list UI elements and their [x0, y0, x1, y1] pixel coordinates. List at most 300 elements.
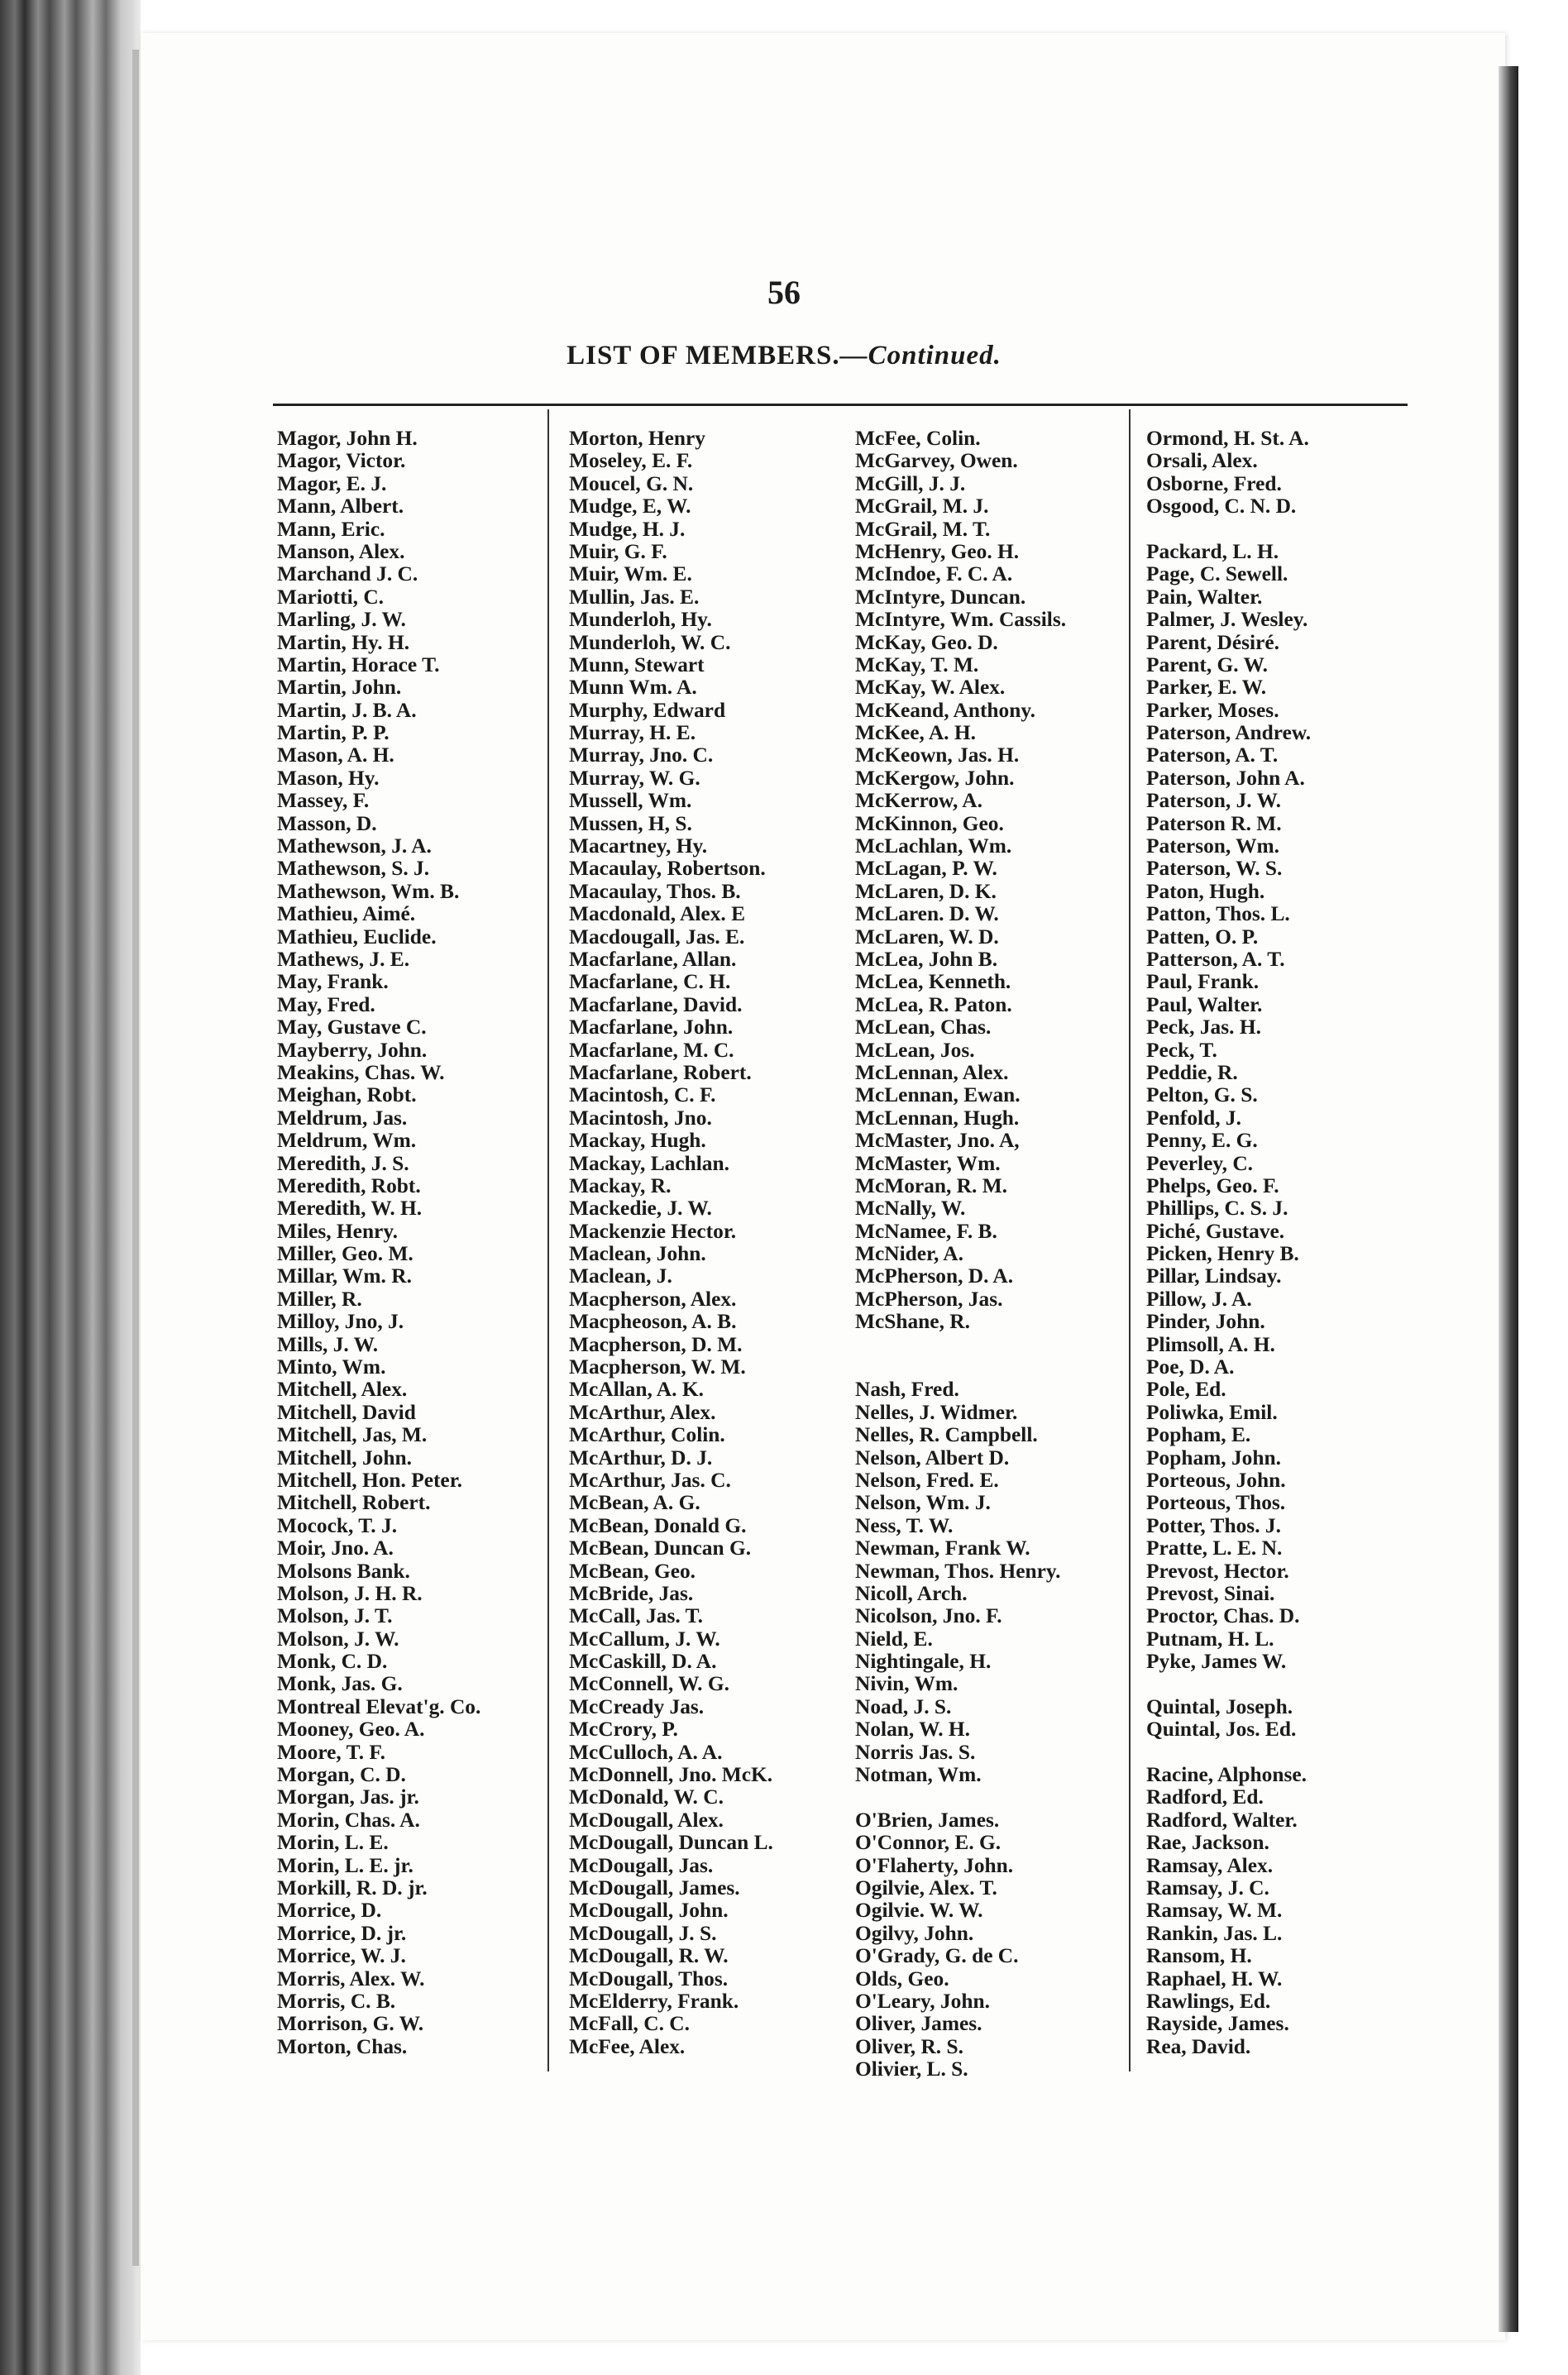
- member-entry: Magor, Victor.: [277, 449, 406, 473]
- member-entry: McKee, A. H.: [855, 721, 976, 745]
- member-entry: McIntyre, Wm. Cassils.: [855, 608, 1067, 632]
- member-entry: Prevost, Sinai.: [1146, 1581, 1275, 1605]
- member-entry: Millar, Wm. R.: [277, 1264, 412, 1288]
- member-entry: Pillar, Lindsay.: [1146, 1264, 1282, 1288]
- member-entry: McLean, Chas.: [855, 1015, 992, 1039]
- member-entry: Mathieu, Euclide.: [277, 925, 437, 949]
- member-entry: Notman, Wm.: [855, 1763, 982, 1787]
- member-entry: Parent, Désiré.: [1146, 630, 1279, 654]
- member-entry: Rayside, James.: [1146, 2012, 1289, 2036]
- member-entry: McDougall, Jas.: [569, 1853, 714, 1877]
- member-entry: McLean, Jos.: [855, 1038, 975, 1062]
- member-entry: Macdonald, Alex. E: [569, 902, 746, 926]
- member-entry: Masson, D.: [277, 811, 377, 835]
- member-entry: McKeown, Jas. H.: [855, 743, 1020, 767]
- member-entry: Martin, P. P.: [277, 721, 390, 745]
- member-entry: Macartney, Hy.: [569, 834, 708, 858]
- member-entry: O'Brien, James.: [855, 1808, 1000, 1832]
- member-entry: Popham, E.: [1146, 1423, 1251, 1447]
- member-entry: McLaren, W. D.: [855, 925, 999, 949]
- member-entry: Page, C. Sewell.: [1146, 562, 1288, 586]
- member-entry: Mullin, Jas. E.: [569, 585, 700, 609]
- member-entry: Porteous, Thos.: [1146, 1491, 1286, 1515]
- page-heading: [0, 341, 1568, 371]
- member-entry: Prevost, Hector.: [1146, 1559, 1289, 1583]
- member-entry: Poe, D. A.: [1146, 1355, 1235, 1379]
- heading-continued: —Continued.: [839, 341, 1002, 370]
- member-entry: Phillips, C. S. J.: [1146, 1197, 1288, 1221]
- member-entry: McCaskill, D. A.: [569, 1650, 717, 1674]
- member-entry: Mooney, Geo. A.: [277, 1718, 425, 1742]
- member-entry: O'Flaherty, John.: [855, 1853, 1014, 1877]
- member-entry: Proctor, Chas. D.: [1146, 1604, 1300, 1628]
- member-entry: Nivin, Wm.: [855, 1672, 958, 1696]
- member-entry: Macfarlane, Allan.: [569, 947, 737, 971]
- member-entry: Patterson, A. T.: [1146, 947, 1285, 971]
- member-entry: Maclean, John.: [569, 1242, 706, 1266]
- member-entry: Piché, Gustave.: [1146, 1219, 1285, 1243]
- member-entry: McBean, Donald G.: [569, 1513, 747, 1537]
- member-entry: Mathewson, Wm. B.: [277, 879, 460, 903]
- member-entry: McArthur, Colin.: [569, 1423, 725, 1447]
- member-entry: Potter, Thos. J.: [1146, 1513, 1281, 1537]
- member-entry: Macpherson, W. M.: [569, 1355, 746, 1379]
- member-entry: Mitchell, Alex.: [277, 1378, 408, 1402]
- member-entry: McArthur, Alex.: [569, 1400, 716, 1424]
- member-entry: Ness, T. W.: [855, 1513, 954, 1537]
- member-entry: Nelson, Wm. J.: [855, 1491, 991, 1515]
- member-entry: Morton, Henry: [569, 428, 706, 450]
- member-entry: Ogilvie, Alex. T.: [855, 1876, 997, 1900]
- member-entry: O'Leary, John.: [855, 1989, 990, 2013]
- member-entry: Munn, Stewart: [569, 652, 705, 676]
- member-entry: Nicoll, Arch.: [855, 1581, 968, 1605]
- member-entry: Paterson, A. T.: [1146, 743, 1279, 767]
- member-entry: Milloy, Jno, J.: [277, 1310, 404, 1334]
- member-entry: Manson, Alex.: [277, 539, 405, 563]
- member-entry: Paterson, John A.: [1146, 766, 1305, 790]
- member-entry: McIntyre, Duncan.: [855, 585, 1026, 609]
- member-entry: McLachlan, Wm.: [855, 834, 1012, 858]
- member-entry: Maclean, J.: [569, 1264, 672, 1288]
- member-entry: Patten, O. P.: [1146, 925, 1259, 949]
- member-entry: McBean, A. G.: [569, 1491, 700, 1515]
- member-column-4: [1146, 428, 1432, 2058]
- member-entry: Morgan, C. D.: [277, 1763, 406, 1787]
- member-entry: May, Gustave C.: [277, 1015, 427, 1039]
- member-entry: Montreal Elevat'g. Co.: [277, 1694, 481, 1718]
- member-entry: Macpherson, Alex.: [569, 1287, 737, 1311]
- member-entry: Macaulay, Thos. B.: [569, 879, 741, 903]
- member-entry: Mathieu, Aimé.: [277, 902, 416, 926]
- member-entry: Monk, C. D.: [277, 1650, 388, 1674]
- member-entry: Morkill, R. D. jr.: [277, 1876, 428, 1900]
- member-entry: Mathewson, S. J.: [277, 857, 430, 881]
- member-entry: McHenry, Geo. H.: [855, 539, 1020, 563]
- member-entry: Olds, Geo.: [855, 1966, 949, 1990]
- member-entry: Ramsay, Alex.: [1146, 1853, 1274, 1877]
- member-entry: Mitchell, Robert.: [277, 1491, 431, 1515]
- member-entry: Mackay, R.: [569, 1173, 672, 1197]
- member-entry: Macpheoson, A. B.: [569, 1310, 737, 1334]
- member-entry: Pillow, J. A.: [1146, 1287, 1252, 1311]
- member-entry: Mackay, Hugh.: [569, 1129, 706, 1153]
- member-entry: May, Frank.: [277, 970, 389, 994]
- member-entry: Ogilvy, John.: [855, 1921, 974, 1945]
- member-entry: Newman, Thos. Henry.: [855, 1559, 1061, 1583]
- member-entry: McCulloch, A. A.: [569, 1740, 723, 1764]
- member-entry: McLea, Kenneth.: [855, 970, 1011, 994]
- member-entry: Peddie, R.: [1146, 1060, 1238, 1084]
- member-entry: Parker, Moses.: [1146, 698, 1279, 722]
- member-entry: Mann, Albert.: [277, 495, 404, 518]
- member-entry: Penfold, J.: [1146, 1106, 1241, 1130]
- member-entry: Phelps, Geo. F.: [1146, 1173, 1279, 1197]
- member-entry: Mason, Hy.: [277, 766, 380, 790]
- member-entry: Macintosh, Jno.: [569, 1106, 712, 1130]
- member-entry: Newman, Frank W.: [855, 1536, 1030, 1560]
- member-entry: McGill, J. J.: [855, 471, 966, 495]
- member-entry: Parent, G. W.: [1146, 652, 1268, 676]
- member-entry: Macfarlane, Robert.: [569, 1060, 752, 1084]
- heading-main: LIST OF MEMBERS.: [566, 341, 840, 370]
- member-entry: McBride, Jas.: [569, 1581, 694, 1605]
- member-entry: Oliver, R. S.: [855, 2034, 963, 2058]
- member-entry: Mussell, Wm.: [569, 789, 692, 813]
- member-entry: Magor, John H.: [277, 428, 418, 450]
- member-entry: McMaster, Wm.: [855, 1151, 1001, 1175]
- member-entry: McDougall, J. S.: [569, 1921, 717, 1945]
- member-entry: Parker, E. W.: [1146, 676, 1267, 700]
- member-entry: Macfarlane, C. H.: [569, 970, 731, 994]
- member-entry: Paterson, Andrew.: [1146, 721, 1312, 745]
- member-entry: McCready Jas.: [569, 1694, 705, 1718]
- member-entry: Moseley, E. F.: [569, 449, 693, 473]
- section-gap: [855, 1334, 1140, 1356]
- member-entry: Mann, Eric.: [277, 517, 385, 541]
- member-entry: McKay, W. Alex.: [855, 676, 1006, 700]
- member-entry: McDonald, W. C.: [569, 1785, 724, 1809]
- member-column-3: [855, 428, 1140, 2081]
- member-entry: Palmer, J. Wesley.: [1146, 608, 1308, 632]
- member-entry: McDougall, James.: [569, 1876, 740, 1900]
- member-entry: McAllan, A. K.: [569, 1378, 704, 1402]
- member-entry: Rawlings, Ed.: [1146, 1989, 1271, 2013]
- member-entry: Meighan, Robt.: [277, 1083, 417, 1107]
- member-entry: Moucel, G. N.: [569, 471, 694, 495]
- member-entry: Osborne, Fred.: [1146, 471, 1282, 495]
- member-entry: Morrison, G. W.: [277, 2012, 424, 2036]
- member-entry: Packard, L. H.: [1146, 539, 1279, 563]
- member-entry: Macdougall, Jas. E.: [569, 925, 745, 949]
- member-entry: Rankin, Jas. L.: [1146, 1921, 1283, 1945]
- member-entry: Mathews, J. E.: [277, 947, 410, 971]
- member-entry: Murphy, Edward: [569, 698, 726, 722]
- member-column-2: [569, 428, 854, 2058]
- member-entry: Mackedie, J. W.: [569, 1197, 712, 1221]
- member-entry: McKay, Geo. D.: [855, 630, 998, 654]
- member-entry: Pinder, John.: [1146, 1310, 1265, 1334]
- member-entry: McCall, Jas. T.: [569, 1604, 703, 1628]
- member-entry: Moore, T. F.: [277, 1740, 385, 1764]
- member-entry: McIndoe, F. C. A.: [855, 562, 1013, 586]
- member-entry: Massey, F.: [277, 789, 370, 813]
- member-entry: Mussen, H, S.: [569, 811, 692, 835]
- member-entry: Mitchell, John.: [277, 1446, 412, 1469]
- member-entry: McPherson, Jas.: [855, 1287, 1003, 1311]
- member-entry: Meredith, W. H.: [277, 1197, 423, 1221]
- member-entry: Paul, Walter.: [1146, 992, 1263, 1016]
- member-entry: Muir, Wm. E.: [569, 562, 692, 586]
- member-entry: Morin, L. E.: [277, 1831, 389, 1855]
- member-entry: Meldrum, Jas.: [277, 1106, 408, 1130]
- member-entry: McKeand, Anthony.: [855, 698, 1035, 722]
- member-entry: Ormond, H. St. A.: [1146, 428, 1309, 450]
- section-gap: [1146, 518, 1432, 541]
- member-entry: McKay, T. M.: [855, 652, 979, 676]
- member-entry: Miller, R.: [277, 1287, 362, 1311]
- member-entry: Molson, J. H. R.: [277, 1581, 423, 1605]
- member-entry: McNally, W.: [855, 1197, 966, 1221]
- binding-edge: [132, 50, 139, 2266]
- member-entry: Nelson, Albert D.: [855, 1446, 1010, 1469]
- member-entry: Mudge, E, W.: [569, 495, 691, 518]
- member-entry: McGrail, M. J.: [855, 495, 989, 518]
- member-entry: Martin, John.: [277, 676, 402, 700]
- member-entry: Murray, H. E.: [569, 721, 696, 745]
- member-entry: Munn Wm. A.: [569, 676, 697, 700]
- member-entry: Radford, Walter.: [1146, 1808, 1298, 1832]
- column-divider: [1129, 409, 1131, 2072]
- member-entry: Mitchell, David: [277, 1400, 416, 1424]
- member-entry: Peck, T.: [1146, 1038, 1217, 1062]
- member-entry: McLennan, Alex.: [855, 1060, 1009, 1084]
- member-entry: Macfarlane, John.: [569, 1015, 734, 1039]
- member-entry: McDougall, John.: [569, 1899, 729, 1923]
- member-entry: Norris Jas. S.: [855, 1740, 976, 1764]
- member-entry: Pole, Ed.: [1146, 1378, 1226, 1402]
- member-entry: Morris, Alex. W.: [277, 1966, 425, 1990]
- member-entry: Macintosh, C. F.: [569, 1083, 716, 1107]
- member-entry: Paterson, W. S.: [1146, 857, 1283, 881]
- member-entry: Paul, Frank.: [1146, 970, 1260, 994]
- member-entry: Nelles, J. Widmer.: [855, 1400, 1018, 1424]
- member-entry: Olivier, L. S.: [855, 2057, 968, 2081]
- member-entry: McDougall, R. W.: [569, 1944, 729, 1968]
- member-entry: Molson, J. T.: [277, 1604, 393, 1628]
- member-entry: Peck, Jas. H.: [1146, 1015, 1261, 1039]
- member-entry: Noad, J. S.: [855, 1694, 952, 1718]
- member-entry: Ogilvie. W. W.: [855, 1899, 983, 1923]
- member-entry: McBean, Geo.: [569, 1559, 696, 1583]
- member-entry: Nelson, Fred. E.: [855, 1468, 999, 1492]
- member-entry: Popham, John.: [1146, 1446, 1281, 1469]
- member-entry: Mathewson, J. A.: [277, 834, 432, 858]
- member-entry: McShane, R.: [855, 1310, 970, 1334]
- member-entry: Quintal, Jos. Ed.: [1146, 1718, 1297, 1742]
- member-entry: Mackay, Lachlan.: [569, 1151, 729, 1175]
- member-entry: McKinnon, Geo.: [855, 811, 1004, 835]
- member-entry: Martin, Horace T.: [277, 652, 440, 676]
- member-entry: Nield, E.: [855, 1627, 933, 1651]
- member-column-1: [277, 428, 562, 2058]
- member-entry: Ransom, H.: [1146, 1944, 1252, 1968]
- member-entry: Osgood, C. N. D.: [1146, 495, 1297, 518]
- section-gap: [855, 1786, 1140, 1809]
- section-gap: [1146, 1673, 1432, 1695]
- member-entry: Mudge, H. J.: [569, 517, 686, 541]
- member-entry: Plimsoll, A. H.: [1146, 1332, 1275, 1356]
- member-entry: Racine, Alphonse.: [1146, 1763, 1307, 1787]
- member-entry: McLagan, P. W.: [855, 857, 997, 881]
- member-entry: Morgan, Jas. jr.: [277, 1785, 419, 1809]
- member-entry: May, Fred.: [277, 992, 375, 1016]
- member-entry: Mackenzie Hector.: [569, 1219, 737, 1243]
- member-entry: McKerrow, A.: [855, 789, 982, 813]
- member-entry: Picken, Henry B.: [1146, 1242, 1299, 1266]
- member-entry: Pratte, L. E. N.: [1146, 1536, 1283, 1560]
- member-entry: McMaster, Jno. A,: [855, 1129, 1020, 1153]
- member-entry: Meredith, Robt.: [277, 1173, 421, 1197]
- member-entry: Macfarlane, David.: [569, 992, 743, 1016]
- member-entry: Marchand J. C.: [277, 562, 418, 586]
- member-entry: Rae, Jackson.: [1146, 1831, 1269, 1855]
- member-entry: Paterson, J. W.: [1146, 789, 1281, 813]
- member-entry: Munderloh, W. C.: [569, 630, 731, 654]
- member-entry: Putnam, H. L.: [1146, 1627, 1274, 1651]
- member-entry: Porteous, John.: [1146, 1468, 1286, 1492]
- member-entry: Mitchell, Jas, M.: [277, 1423, 428, 1447]
- member-entry: McLea, R. Paton.: [855, 992, 1012, 1016]
- member-entry: Marling, J. W.: [277, 608, 406, 632]
- member-entry: Morrice, W. J.: [277, 1944, 406, 1968]
- member-entry: McLennan, Hugh.: [855, 1106, 1020, 1130]
- member-entry: McLea, John B.: [855, 947, 998, 971]
- member-entry: McLaren, D. K.: [855, 879, 997, 903]
- member-entry: Ramsay, J. C.: [1146, 1876, 1269, 1900]
- member-entry: Ramsay, W. M.: [1146, 1899, 1283, 1923]
- page-right-edge: [1499, 66, 1518, 2332]
- member-entry: McArthur, Jas. C.: [569, 1468, 731, 1492]
- member-entry: McDougall, Alex.: [569, 1808, 724, 1832]
- member-entry: Macfarlane, M. C.: [569, 1038, 734, 1062]
- member-entry: Mariotti, C.: [277, 585, 385, 609]
- member-entry: Meakins, Chas. W.: [277, 1060, 445, 1084]
- member-entry: Pain, Walter.: [1146, 585, 1263, 609]
- member-entry: Miller, Geo. M.: [277, 1242, 414, 1266]
- member-entry: Morin, L. E. jr.: [277, 1853, 414, 1877]
- member-entry: Morrice, D. jr.: [277, 1921, 407, 1945]
- member-entry: Radford, Ed.: [1146, 1785, 1264, 1809]
- member-entry: Quintal, Joseph.: [1146, 1694, 1293, 1718]
- member-entry: Mayberry, John.: [277, 1038, 428, 1062]
- member-entry: Nightingale, H.: [855, 1650, 992, 1674]
- member-entry: McArthur, D. J.: [569, 1446, 713, 1469]
- member-entry: Poliwka, Emil.: [1146, 1400, 1278, 1424]
- member-entry: Meldrum, Wm.: [277, 1129, 417, 1153]
- member-entry: Penny, E. G.: [1146, 1129, 1258, 1153]
- member-entry: Nicolson, Jno. F.: [855, 1604, 1002, 1628]
- member-entry: McElderry, Frank.: [569, 1989, 739, 2013]
- member-entry: Muir, G. F.: [569, 539, 667, 563]
- member-entry: Martin, J. B. A.: [277, 698, 417, 722]
- member-entry: Raphael, H. W.: [1146, 1966, 1283, 1990]
- member-entry: O'Connor, E. G.: [855, 1831, 1002, 1855]
- member-entry: McPherson, D. A.: [855, 1264, 1014, 1288]
- member-entry: O'Grady, G. de C.: [855, 1944, 1019, 1968]
- member-entry: Macaulay, Robertson.: [569, 857, 766, 881]
- member-entry: Murray, W. G.: [569, 766, 700, 790]
- member-entry: Nash, Fred.: [855, 1378, 959, 1402]
- member-entry: Mason, A. H.: [277, 743, 394, 767]
- member-entry: Morrice, D.: [277, 1899, 382, 1923]
- member-entry: Munderloh, Hy.: [569, 608, 712, 632]
- member-entry: Minto, Wm.: [277, 1355, 386, 1379]
- member-entry: Paterson R. M.: [1146, 811, 1282, 835]
- member-entry: Oliver, James.: [855, 2012, 982, 2036]
- member-entry: Morton, Chas.: [277, 2034, 408, 2058]
- member-entry: Murray, Jno. C.: [569, 743, 714, 767]
- member-entry: McKergow, John.: [855, 766, 1015, 790]
- member-entry: Rea, David.: [1146, 2034, 1251, 2058]
- member-entry: Monk, Jas. G.: [277, 1672, 403, 1696]
- member-entry: Orsali, Alex.: [1146, 449, 1258, 473]
- member-entry: Pyke, James W.: [1146, 1650, 1287, 1674]
- member-entry: Mills, J. W.: [277, 1332, 379, 1356]
- member-entry: Morin, Chas. A.: [277, 1808, 420, 1832]
- member-entry: Miles, Henry.: [277, 1219, 398, 1243]
- member-entry: Paterson, Wm.: [1146, 834, 1280, 858]
- member-entry: McMoran, R. M.: [855, 1173, 1008, 1197]
- member-entry: McDougall, Duncan L.: [569, 1831, 773, 1855]
- heading-rule: [273, 404, 1408, 406]
- member-entry: McFee, Alex.: [569, 2034, 686, 2058]
- member-entry: Magor, E. J.: [277, 471, 387, 495]
- member-entry: McCrory, P.: [569, 1718, 678, 1742]
- member-entry: Molsons Bank.: [277, 1559, 410, 1583]
- member-entry: McNamee, F. B.: [855, 1219, 997, 1243]
- member-entry: Patton, Thos. L.: [1146, 902, 1290, 926]
- section-gap: [1146, 1742, 1432, 1764]
- member-entry: McCallum, J. W.: [569, 1627, 720, 1651]
- column-divider: [547, 409, 549, 2072]
- member-entry: Meredith, J. S.: [277, 1151, 409, 1175]
- member-entry: McNider, A.: [855, 1242, 963, 1266]
- member-entry: Moir, Jno. A.: [277, 1536, 394, 1560]
- member-entry: Macpherson, D. M.: [569, 1332, 743, 1356]
- page-number: 56: [767, 274, 801, 311]
- member-entry: McFall, C. C.: [569, 2012, 690, 2036]
- member-entry: McGarvey, Owen.: [855, 449, 1018, 473]
- member-entry: Pelton, G. S.: [1146, 1083, 1258, 1107]
- member-entry: Nolan, W. H.: [855, 1718, 970, 1742]
- member-entry: McGrail, M. T.: [855, 517, 991, 541]
- member-entry: McConnell, W. G.: [569, 1672, 729, 1696]
- member-entry: Morris, C. B.: [277, 1989, 396, 2013]
- member-entry: McLaren. D. W.: [855, 902, 999, 926]
- member-entry: McLennan, Ewan.: [855, 1083, 1021, 1107]
- member-entry: McDonnell, Jno. McK.: [569, 1763, 773, 1787]
- member-entry: Martin, Hy. H.: [277, 630, 410, 654]
- member-entry: Nelles, R. Campbell.: [855, 1423, 1038, 1447]
- member-entry: Paton, Hugh.: [1146, 879, 1265, 903]
- member-entry: McBean, Duncan G.: [569, 1536, 752, 1560]
- member-entry: McFee, Colin.: [855, 428, 981, 450]
- member-entry: Mocock, T. J.: [277, 1513, 398, 1537]
- member-entry: McDougall, Thos.: [569, 1966, 729, 1990]
- section-gap: [855, 1356, 1140, 1379]
- member-entry: Mitchell, Hon. Peter.: [277, 1468, 462, 1492]
